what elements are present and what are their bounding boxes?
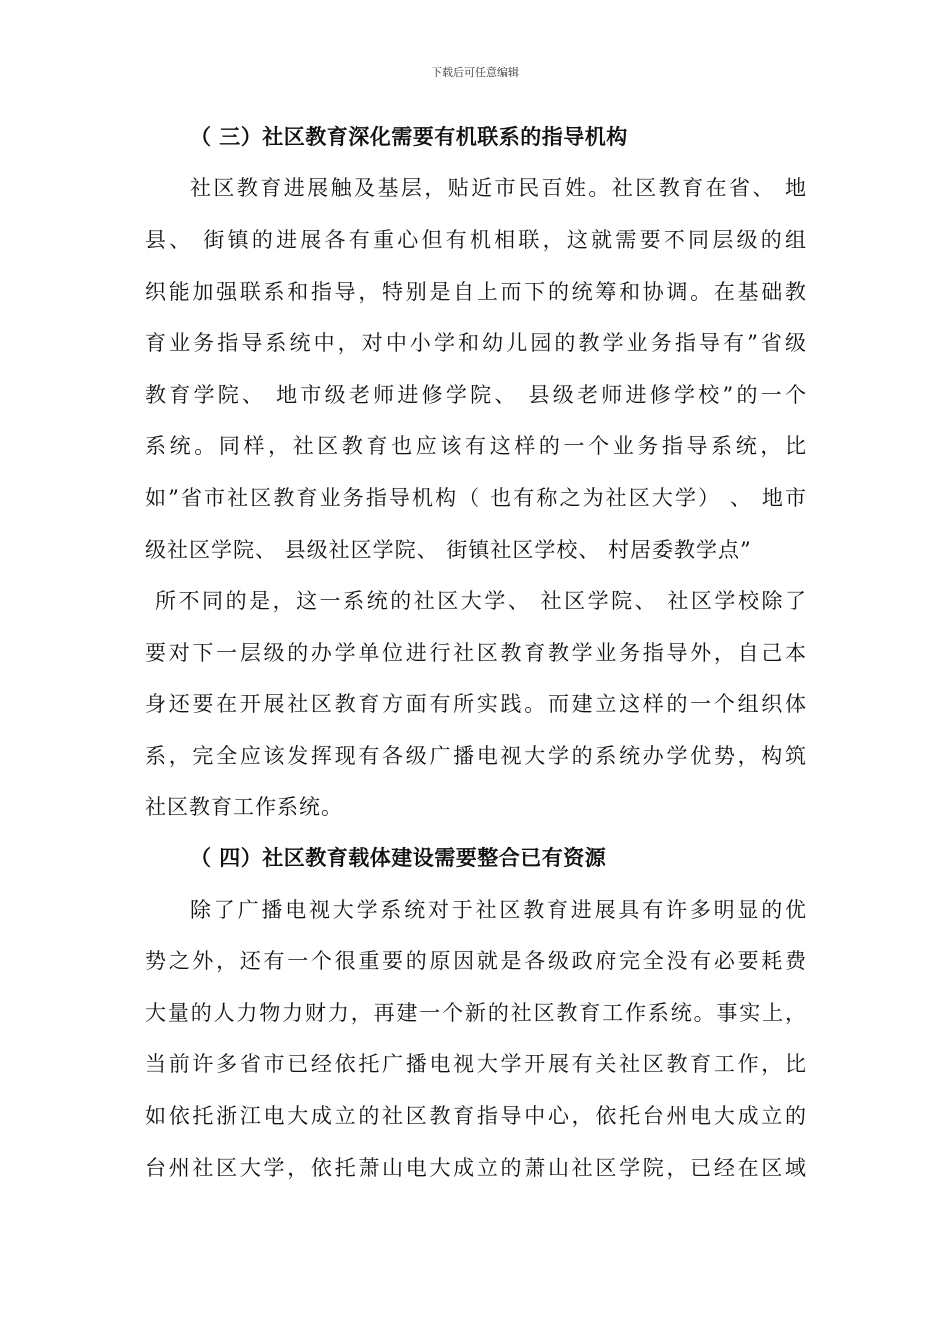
paragraph-line: 系统。同样，社区教育也应该有这样的一个业务指导系统，比: [145, 434, 807, 458]
paragraph-line: 势之外，还有一个很重要的原因就是各级政府完全没有必要耗费: [145, 949, 807, 973]
paragraph-line: 县、 街镇的进展各有重心但有机相联，这就需要不同层级的组: [145, 228, 807, 252]
paragraph-line: 织能加强联系和指导，特别是自上而下的统筹和协调。在基础教: [145, 280, 807, 304]
paragraph-line: 所不同的是，这一系统的社区大学、 社区学院、 社区学校除了: [155, 589, 807, 613]
paragraph-line: 如依托浙江电大成立的社区教育指导中心，依托台州电大成立的: [145, 1104, 807, 1128]
paragraph-line: 除了广播电视大学系统对于社区教育进展具有许多明显的优: [190, 898, 807, 922]
page-header-note: 下载后可任意编辑: [431, 66, 519, 79]
paragraph-line: 系，完全应该发挥现有各级广播电视大学的系统办学优势，构筑: [145, 744, 807, 768]
section-3-heading: （ 三）社区教育深化需要有机联系的指导机构: [190, 125, 628, 149]
paragraph-line: 身还要在开展社区教育方面有所实践。而建立这样的一个组织体: [145, 692, 807, 716]
paragraph-line: 大量的人力物力财力，再建一个新的社区教育工作系统。事实上，: [145, 1001, 807, 1025]
paragraph-line: 教育学院、 地市级老师进修学院、 县级老师进修学校”的一个: [145, 383, 807, 407]
paragraph-line: 级社区学院、 县级社区学院、 街镇社区学校、 村居委教学点”: [145, 538, 752, 562]
paragraph-line: 如”省市社区教育业务指导机构（ 也有称之为社区大学） 、 地市: [145, 486, 807, 510]
paragraph-line: 社区教育进展触及基层，贴近市民百姓。社区教育在省、 地: [190, 176, 807, 200]
section-4-heading: （ 四）社区教育载体建设需要整合已有资源: [190, 846, 607, 870]
paragraph-line: 当前许多省市已经依托广播电视大学开展有关社区教育工作，比: [145, 1052, 807, 1076]
paragraph-line: 要对下一层级的办学单位进行社区教育教学业务指导外，自己本: [145, 641, 807, 665]
paragraph-line: 社区教育工作系统。: [145, 795, 343, 819]
paragraph-line: 育业务指导系统中，对中小学和幼儿园的教学业务指导有”省级: [145, 331, 807, 355]
paragraph-line: 台州社区大学，依托萧山电大成立的萧山社区学院，已经在区域: [145, 1156, 807, 1180]
